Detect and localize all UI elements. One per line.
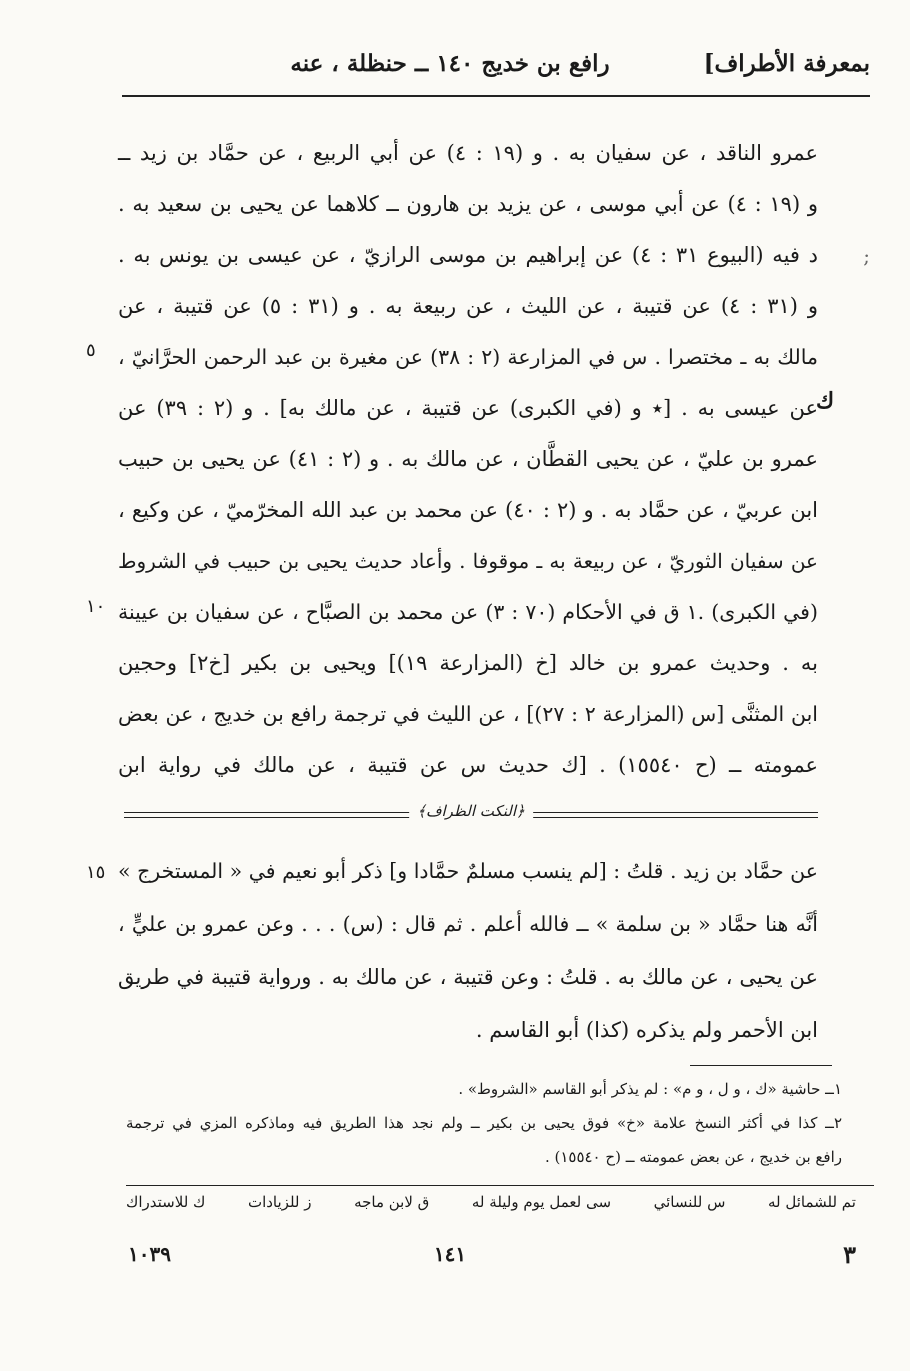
text-line: و (٣١ : ٤) عن قتيبة ، عن الليث ، عن ربيعة به . و (٣١ : ٥) عن قتيبة ، عن	[118, 294, 818, 318]
text-line: مالك به ـ مختصرا . س في المزارعة (٢ : ٣٨) عن مغيرة بن عبد الرحمن الحرَّانيّ ،	[118, 345, 818, 369]
siglum-legend	[126, 1193, 856, 1211]
footnote-2-continued: رافع بن خديج ، عن بعض عمومته ــ (ح ١٥٥٤٠) .	[544, 1148, 842, 1166]
legend-rule	[126, 1185, 874, 1186]
running-head-book-title: بمعرفة الأطراف]	[703, 50, 870, 77]
running-head-section: رافع بن خديج ١٤٠ ــ حنظلة ، عنه	[290, 50, 610, 77]
annotation-line: عن حمَّاد بن زيد . قلتُ : [لم ينسب مسلمٌ حمَّادا و] ذكر أبو نعيم في « المستخرج »	[118, 859, 818, 883]
header-rule	[122, 95, 870, 97]
text-line: عمومته ــ (ح ١٥٥٤٠) . [ك حديث س عن قتيبة ، عن مالك في رواية ابن	[118, 753, 818, 777]
margin-mark-dot: ;	[863, 244, 870, 268]
cumulative-page-number: ١٠٣٩	[128, 1242, 171, 1266]
volume-number: ٣	[843, 1240, 856, 1269]
text-line: به . وحديث عمرو بن خالد [خ (المزارعة ١٩)] ويحيى بن بكير [خ٢] وحجين	[118, 651, 818, 675]
annotation-line: أنَّه هنا حمَّاد « بن سلمة » ــ فالله أعلم . ثم قال : (س) . . . وعن عمرو بن عليٍّ ،	[118, 912, 818, 936]
annotation-text	[118, 845, 818, 1057]
istidrak-margin-mark: ك	[816, 388, 835, 414]
page-number: ١٤١	[433, 1242, 467, 1266]
text-line: عن عيسى به . [٭ و (في الكبرى) عن قتيبة ، عن مالك به] . و (٢ : ٣٩) عن	[118, 396, 818, 420]
main-text	[118, 128, 818, 791]
legend-item: ز للزيادات	[247, 1193, 312, 1211]
footnote-rule	[690, 1065, 832, 1066]
legend-item: س للنسائي	[653, 1193, 726, 1211]
text-line: (في الكبرى) .١ ق في الأحكام (٧٠ : ٣) عن محمد بن الصبَّاح ، عن سفيان بن عيينة	[118, 600, 818, 624]
legend-item: سى لعمل يوم وليلة له	[471, 1193, 612, 1211]
annotation-line: ابن الأحمر ولم يذكره (كذا) أبو القاسم .	[475, 1018, 818, 1042]
legend-item: ك للاستدراك	[126, 1193, 206, 1211]
footnote-2: ٢ــ كذا في أكثر النسخ علامة «خ» فوق يحيى بن بكير ــ ولم نجد هذا الطريق فيه وماذكره المزي في ترجمة	[126, 1114, 842, 1132]
section-separator	[124, 802, 818, 828]
line-number-10: ١٠	[86, 596, 106, 617]
legend-item: تم للشمائل له	[767, 1193, 856, 1211]
text-line: د فيه (البيوع ٣١ : ٤) عن إبراهيم بن موسى الرازيّ ، عن عيسى بن يونس به .	[118, 243, 818, 267]
separator-label: ﴿النكت الظراف﴾	[409, 802, 533, 820]
line-number-15: ١٥	[86, 862, 106, 883]
footnotes	[126, 1072, 842, 1174]
text-line: عن سفيان الثوريّ ، عن ربيعة به ـ موقوفا . وأعاد حديث يحيى بن حبيب في الشروط	[118, 549, 818, 573]
line-number-5: ٥	[86, 340, 96, 361]
text-line: ابن عربيّ ، عن حمَّاد به . و (٢ : ٤٠) عن محمد بن عبد الله المخرّميّ ، عن وكيع ،	[118, 498, 819, 522]
text-line: ابن المثنَّى [س (المزارعة ٢ : ٢٧)] ، عن الليث في ترجمة رافع بن خديج ، عن بعض	[118, 702, 818, 726]
legend-item: ق لابن ماجه	[354, 1193, 430, 1211]
text-line: عمرو الناقد ، عن سفيان به . و (١٩ : ٤) عن أبي الربيع ، عن حمَّاد بن زيد ــ	[118, 141, 818, 165]
annotation-line: عن يحيى ، عن مالك به . قلتُ : وعن قتيبة ، عن مالك به . ورواية قتيبة في طريق	[118, 965, 818, 989]
text-line: عمرو بن عليّ ، عن يحيى القطَّان ، عن مالك به . و (٢ : ٤١) عن يحيى بن حبيب	[118, 447, 818, 471]
text-line: و (١٩ : ٤) عن أبي موسى ، عن يزيد بن هارون ــ كلاهما عن يحيى بن سعيد به .	[118, 192, 818, 216]
footnote-1: ١ــ حاشية «ك ، و ل ، و م» : لم يذكر أبو القاسم «الشروط» .	[458, 1080, 842, 1098]
